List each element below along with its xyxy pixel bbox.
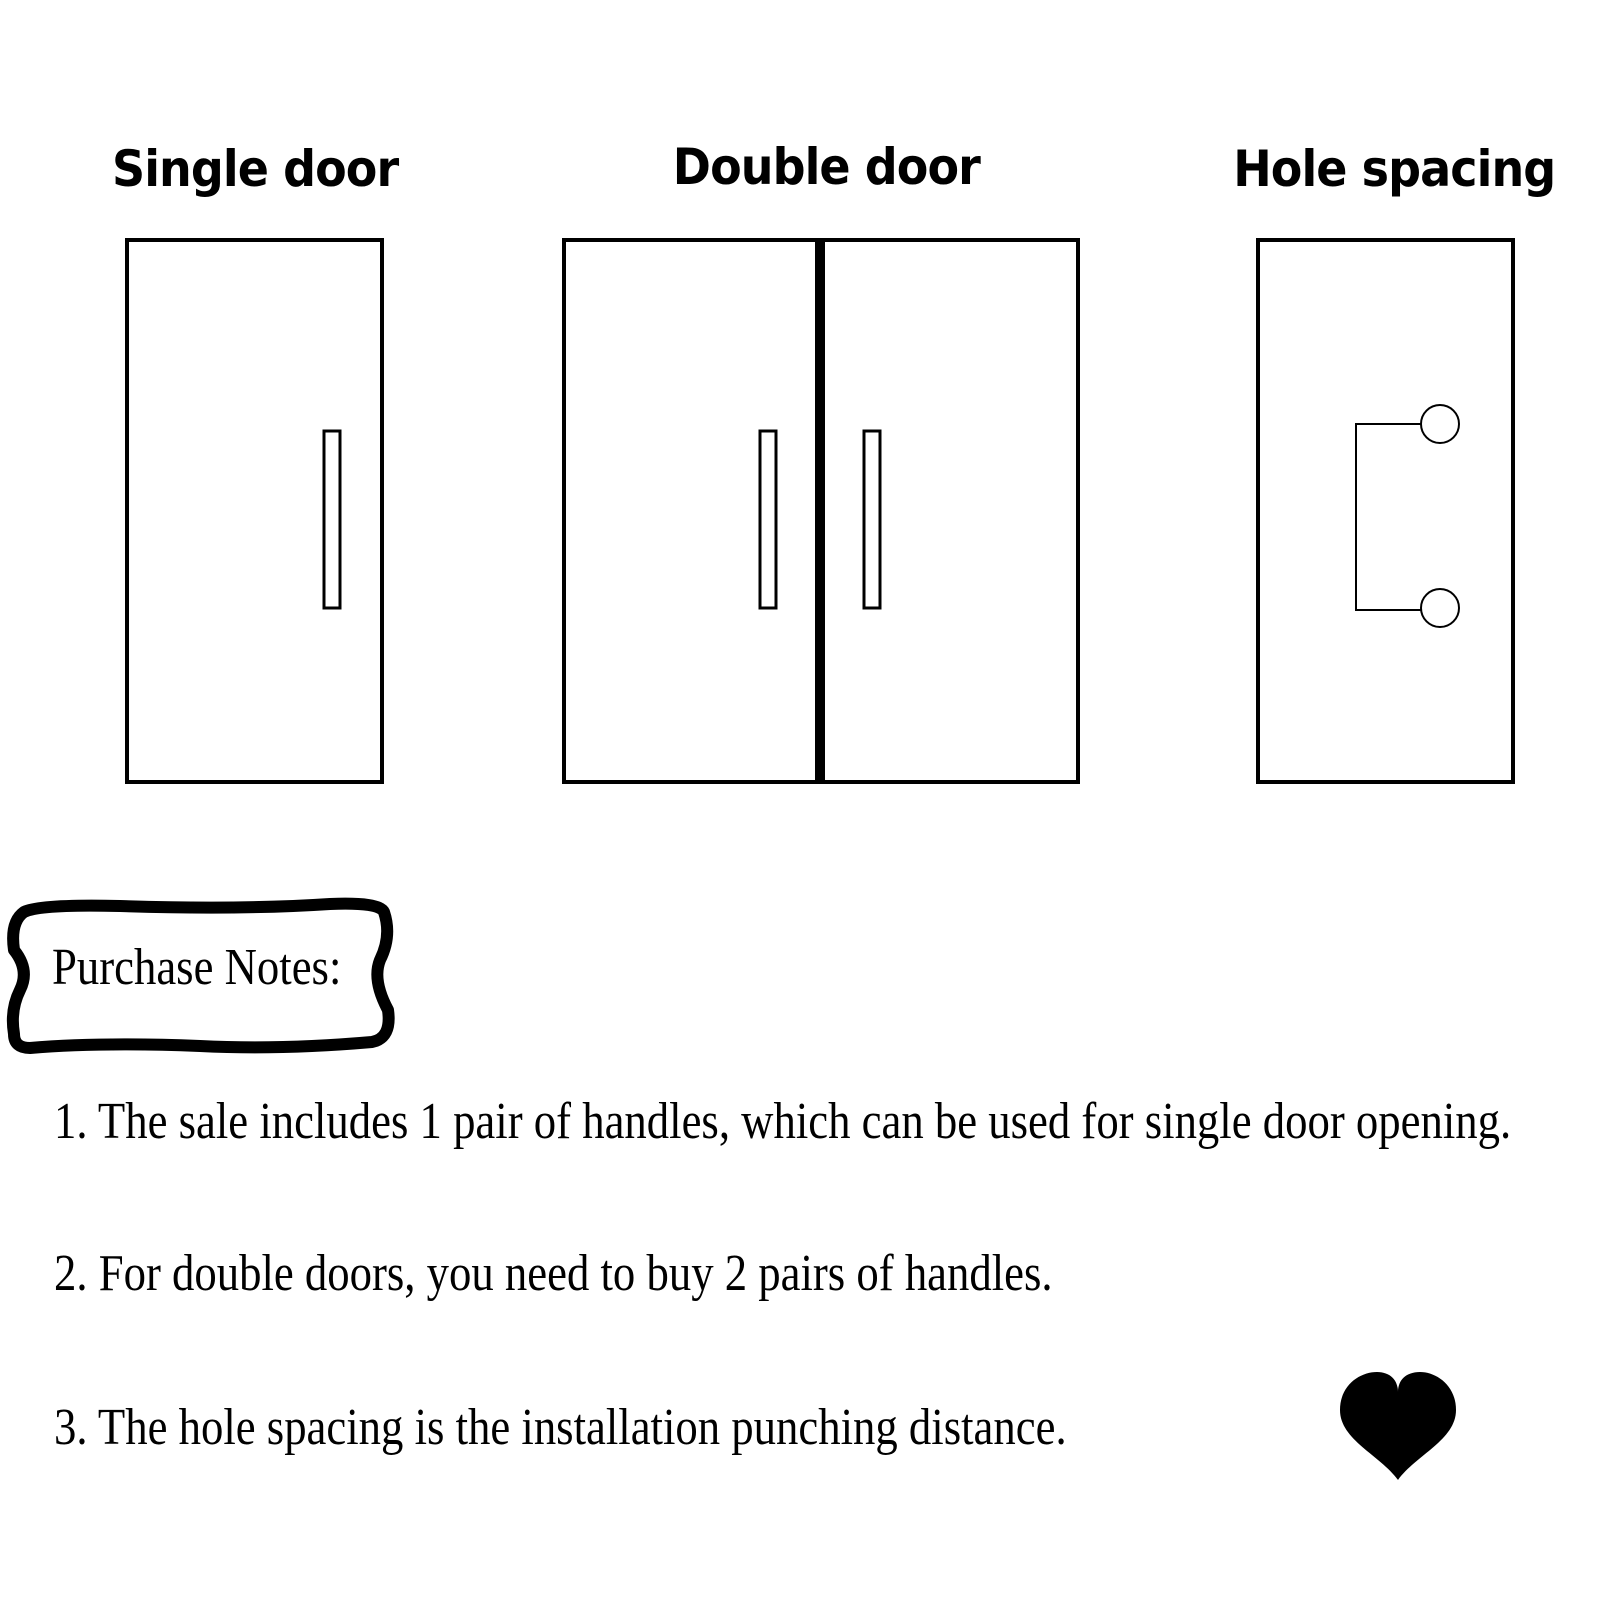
- hole-spacing-bracket: [1356, 424, 1440, 610]
- purchase-note-2: 2. For double doors, you need to buy 2 pairs of handles.: [54, 1245, 1053, 1302]
- hole-spacing-door-panel: [1258, 240, 1513, 782]
- hole-top-circle: [1421, 405, 1459, 443]
- double-door-right-handle: [864, 431, 880, 608]
- single-door-handle: [324, 431, 340, 608]
- hole-spacing-drawing: [1258, 240, 1513, 782]
- double-door-divider: [815, 240, 825, 782]
- heart-icon: [1340, 1372, 1456, 1480]
- single-door-panel: [127, 240, 382, 782]
- double-door-drawing: [564, 240, 1078, 782]
- hole-spacing-title: Hole spacing: [1233, 140, 1556, 198]
- double-door-left-handle: [760, 431, 776, 608]
- purchase-note-3: 3. The hole spacing is the installation punching distance.: [54, 1399, 1067, 1456]
- purchase-note-1: 1. The sale includes 1 pair of handles, which can be used for single door opening.: [54, 1093, 1512, 1150]
- hole-bottom-circle: [1421, 589, 1459, 627]
- single-door-drawing: [127, 240, 382, 782]
- double-door-title: Double door: [672, 138, 980, 196]
- purchase-notes-heading: Purchase Notes:: [52, 939, 342, 996]
- single-door-title: Single door: [112, 140, 399, 198]
